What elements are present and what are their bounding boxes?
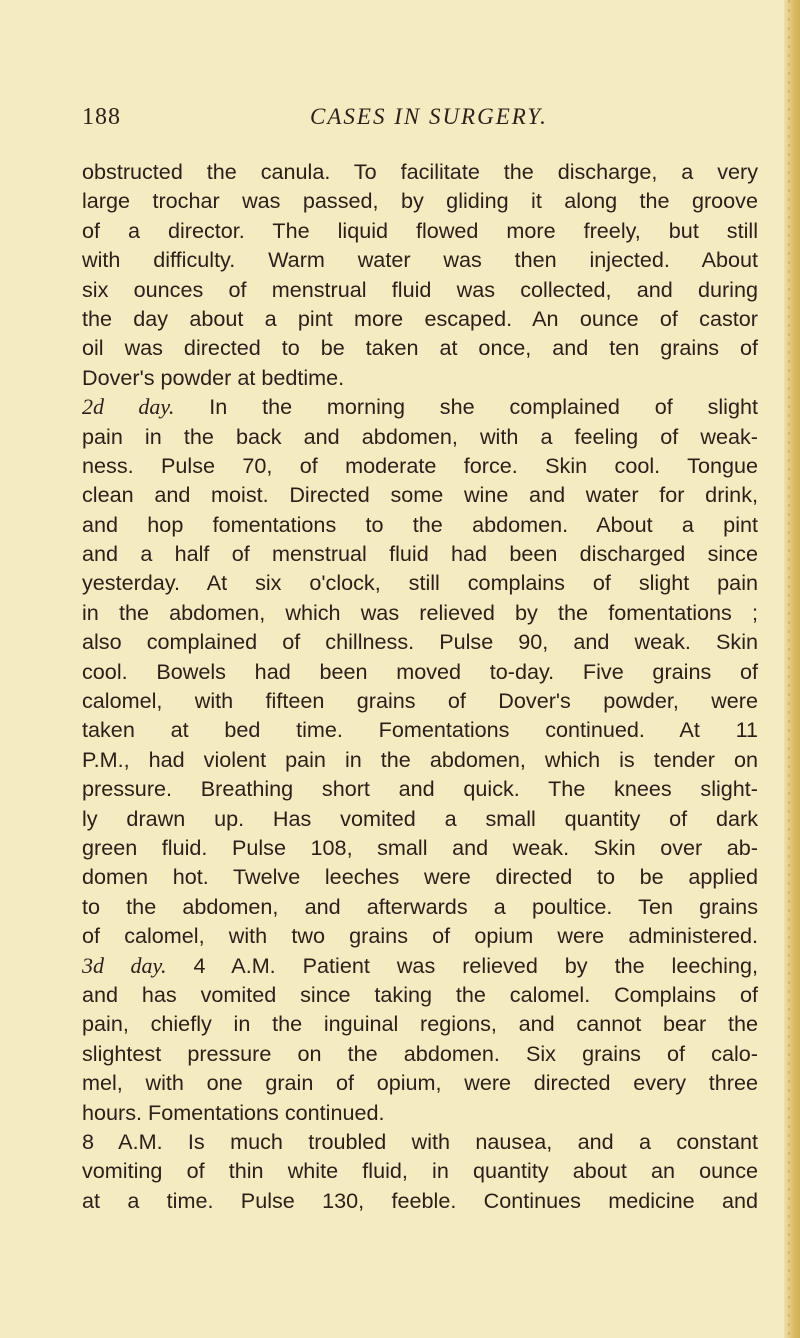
text-line: P.M., had violent pain in the abdomen, which is tender on [82, 746, 758, 772]
text-line: mel, with one grain of opium, were directed every three [82, 1070, 758, 1096]
page-header [82, 104, 762, 140]
text-line: calomel, with fifteen grains of Dover's powder, were [82, 688, 758, 714]
text-line: hours. Fomentations continued. [82, 1099, 385, 1125]
text-line: in the abdomen, which was relieved by the fomentations ; [82, 599, 758, 625]
text-line-day-heading [82, 392, 758, 421]
text-line: slightest pressure on the abdomen. Six grains of calo- [82, 1040, 758, 1066]
text-line: green fluid. Pulse 108, small and weak. Skin over ab- [82, 834, 758, 860]
running-head: CASES IN SURGERY. [310, 104, 548, 129]
text-line: the day about a pint more escaped. An ounce of castor [82, 305, 758, 331]
text-line: pressure. Breathing short and quick. The knees slight- [82, 776, 758, 802]
body-text [82, 157, 758, 1215]
text-line: taken at bed time. Fomentations continued. At 11 [82, 717, 758, 743]
text-line: to the abdomen, and afterwards a poultice. Ten grains [82, 893, 758, 919]
text-line: and a half of menstrual fluid had been discharged since [82, 541, 758, 567]
text-line: also complained of chillness. Pulse 90, and weak. Skin [82, 629, 758, 655]
text-line: ness. Pulse 70, of moderate force. Skin cool. Tongue [82, 452, 758, 478]
text-line: cool. Bowels had been moved to-day. Five grains of [82, 658, 758, 684]
text-line: pain in the back and abdomen, with a feeling of weak- [82, 423, 758, 449]
page-number: 188 [82, 104, 121, 130]
text-line: clean and moist. Directed some wine and water for drink, [82, 482, 758, 508]
text-line: large trochar was passed, by gliding it along the groove [82, 188, 758, 214]
text-line: of a director. The liquid flowed more freely, but still [82, 217, 758, 243]
text-line: of calomel, with two grains of opium were administered. [82, 923, 758, 949]
text-line: pain, chiefly in the inguinal regions, and cannot bear the [82, 1011, 758, 1037]
text-line-day-heading [82, 951, 758, 980]
text-line: domen hot. Twelve leeches were directed to be applied [82, 864, 758, 890]
page-edge [784, 0, 800, 1338]
day-label: 3d day. [82, 952, 167, 978]
text-line: yesterday. At six o'clock, still complains of slight pain [82, 570, 758, 596]
text-line: oil was directed to be taken at once, and ten grains of [82, 335, 758, 361]
text-line: six ounces of menstrual fluid was collected, and during [82, 276, 758, 302]
text-line: and has vomited since taking the calomel. Complains of [82, 981, 758, 1007]
text-line: Dover's powder at bedtime. [82, 364, 345, 390]
day-label: 2d day. [82, 394, 175, 420]
text-line: 8 A.M. Is much troubled with nausea, and a constant [82, 1128, 758, 1154]
day-text: In the morning she complained of slight [174, 394, 758, 420]
text-line: obstructed the canula. To facilitate the discharge, a very [82, 159, 758, 184]
text-line: vomiting of thin white fluid, in quantity about an ounce [82, 1158, 758, 1184]
text-line: at a time. Pulse 130, feeble. Continues medicine and [82, 1187, 758, 1213]
text-line: ly drawn up. Has vomited a small quantity of dark [82, 805, 758, 831]
text-line: and hop fomentations to the abdomen. About a pint [82, 511, 758, 537]
day-text: 4 A.M. Patient was relieved by the leeching, [166, 952, 758, 978]
text-line: with difficulty. Warm water was then injected. About [82, 247, 758, 273]
